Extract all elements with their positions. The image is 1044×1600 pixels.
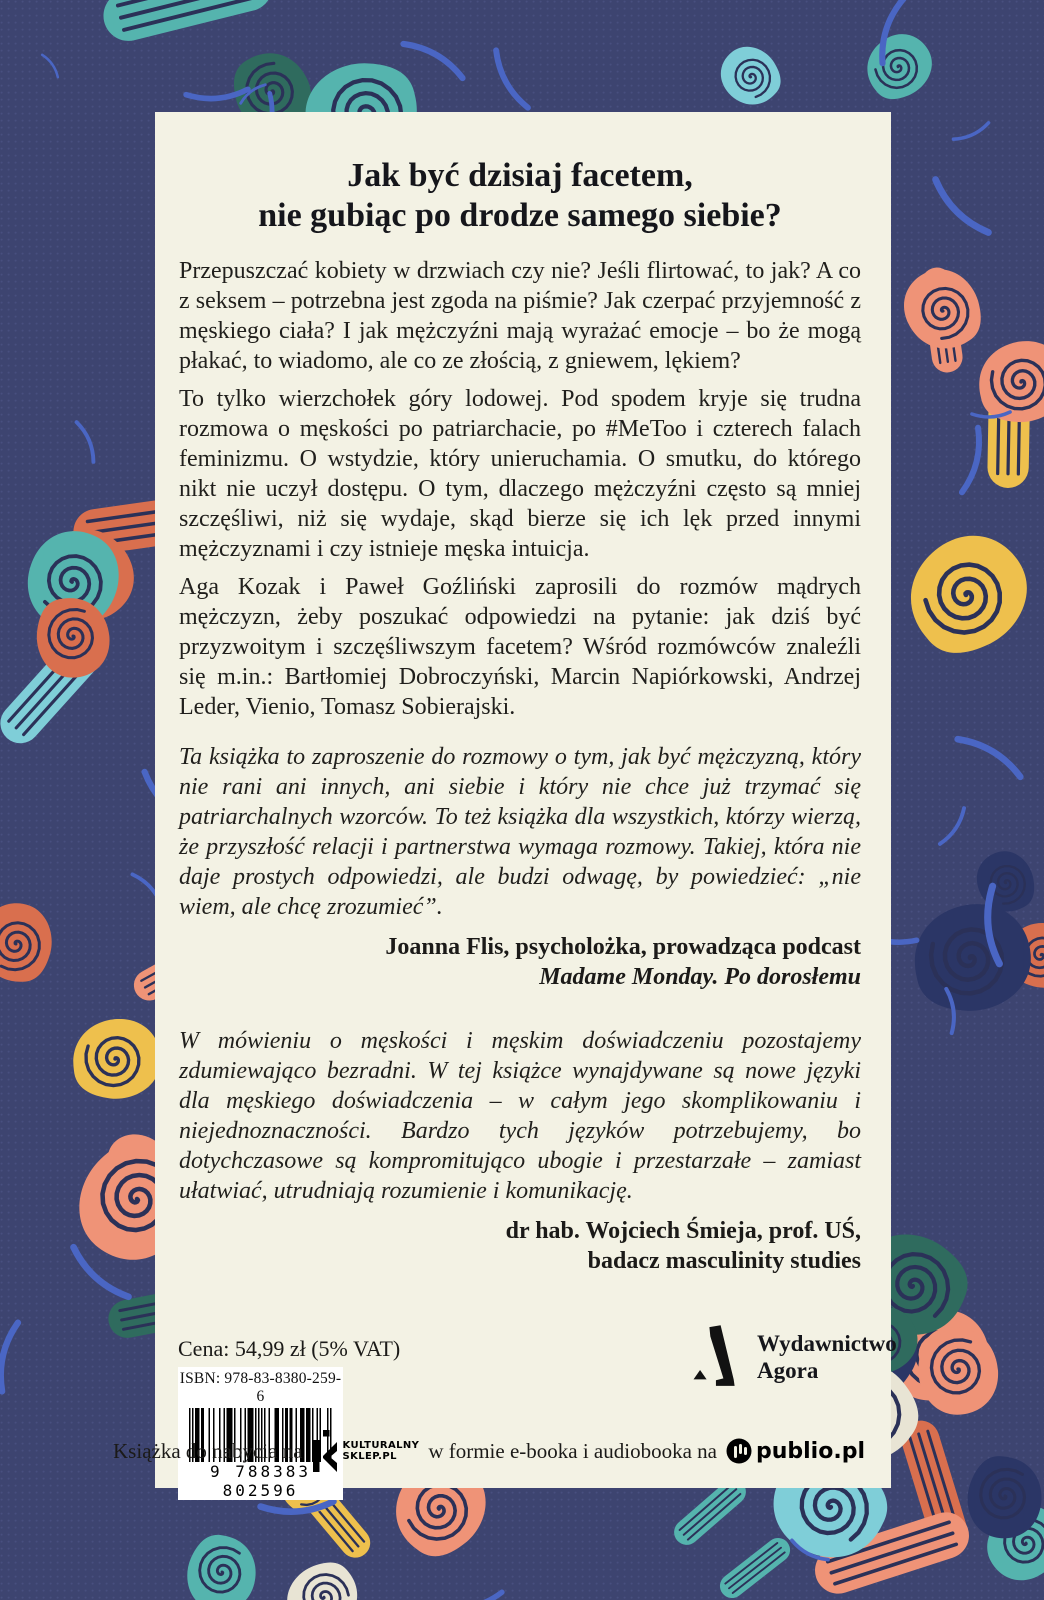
- publio-logo: [726, 1438, 865, 1464]
- buy-text: Książka do nabycia na: [113, 1438, 303, 1463]
- kulturalny-sklep-label: [343, 1440, 420, 1462]
- price-label: Cena: 54,99 zł (5% VAT): [178, 1336, 401, 1361]
- testimonial-1-quote: Ta książka to zaproszenie do rozmowy o tym, jak być mężczyzną, który nie rani ani innych, ani siebie i który nie chce już trzymać się patriarchalnych wzorców. To też książka dla wszystkich, którzy wierzą, że przyszłość relacji i partnerstwa wymaga rozmowy. Takiej, która nie daje prostych odpowiedzi, ale budzi odwagę, by powiedzieć: „nie wiem, ale chcę zrozumieć”.: [179, 744, 861, 920]
- testimonial-2-author: dr hab. Wojciech Śmieja, prof. UŚ,: [505, 1218, 861, 1244]
- publisher-name: [757, 1330, 897, 1384]
- isbn-label: ISBN: 978-83-8380-259-6: [179, 1370, 342, 1405]
- publio-circle-icon: [726, 1438, 752, 1464]
- testimonial-2-role: badacz masculinity studies: [587, 1248, 861, 1274]
- kulturalny-k-icon: [312, 1430, 338, 1472]
- publisher-logo: [687, 1324, 897, 1388]
- kulturalny-sklep-logo: [312, 1430, 420, 1472]
- testimonial-1-podcast: Madame Monday. Po dorosłemu: [539, 964, 861, 990]
- testimonial-2-quote: W mówieniu o męskości i męskim doświadczeniu pozostajemy zdumiewająco bezradni. W tej książce wynajdywane są nowe języki dla męskiego doświadczenia – w całym jego skomplikowaniu i niejednoznaczności. Bardzo tych języków potrzebujemy, bo dotychczasowe są kompromitująco ubogie i przestarzałe – zamiast ułatwiać, utrudniają rozumienie i komunikację.: [179, 1028, 861, 1204]
- barcode-digits: 9 788383 802596: [178, 1462, 343, 1500]
- agora-a-icon: [687, 1324, 743, 1388]
- back-cover-panel: [113, 112, 897, 1500]
- blurb-paragraph-1: Przepuszczać kobiety w drzwiach czy nie? Jeśli flirtować, to jak? A co z seksem – potrzebna jest zgoda na piśmie? Jak czerpać przyjemność z męskiego ciała? I jak mężczyźni mają wyrażać emocje – bo że mogą płakać, to wiadomo, ale co ze złością, z gniewem, lękiem?: [179, 258, 861, 374]
- testimonial-1-attribution: [179, 932, 861, 992]
- publisher-name-line2: Agora: [757, 1358, 819, 1383]
- publio-label: publio.pl: [755, 1438, 865, 1464]
- testimonial-2-attribution: [179, 1216, 861, 1276]
- book-title: [179, 156, 861, 236]
- kulturalny-line2: SKLEP.PL: [342, 1451, 397, 1462]
- ebook-text: w formie e-booka i audiobooka na: [428, 1438, 717, 1463]
- blurb-paragraph-3: Aga Kozak i Paweł Goźliński zaprosili do rozmów mądrych mężczyzn, żeby poszukać odpowiedzi na pytanie: jak dziś być przyzwoitym i szczęśliwszym facetem? Wśród rozmówców znaleźli się m.in.: Bartłomiej Dobroczyński, Marcin Napiórkowski, Andrzej Leder, Vienio, Tomasz Sobierajski.: [179, 574, 861, 720]
- title-line-1: Jak być dzisiaj facetem,: [347, 157, 693, 194]
- title-line-2: nie gubiąc po drodze samego siebie?: [258, 197, 782, 234]
- blurb-paragraph-2: To tylko wierzchołek góry lodowej. Pod spodem kryje się trudna rozmowa o męskości po patriarchacie, po #MeToo i czterech falach feminizmu. O wstydzie, który unieruchamia. O smutku, do którego nikt nie uczył dostępu. O tym, dlaczego mężczyźni często są mniej szczęśliwi, niż się wydaje, skąd bierze się ich lęk przed innymi mężczyznami i czy istnieje męska intuicja.: [179, 386, 861, 562]
- publisher-name-line1: Wydawnictwo: [757, 1331, 897, 1356]
- availability-line: [113, 1430, 865, 1472]
- kulturalny-line1: KULTURALNY: [342, 1440, 420, 1451]
- testimonial-1-author: Joanna Flis, psycholożka, prowadząca podcast: [385, 934, 861, 960]
